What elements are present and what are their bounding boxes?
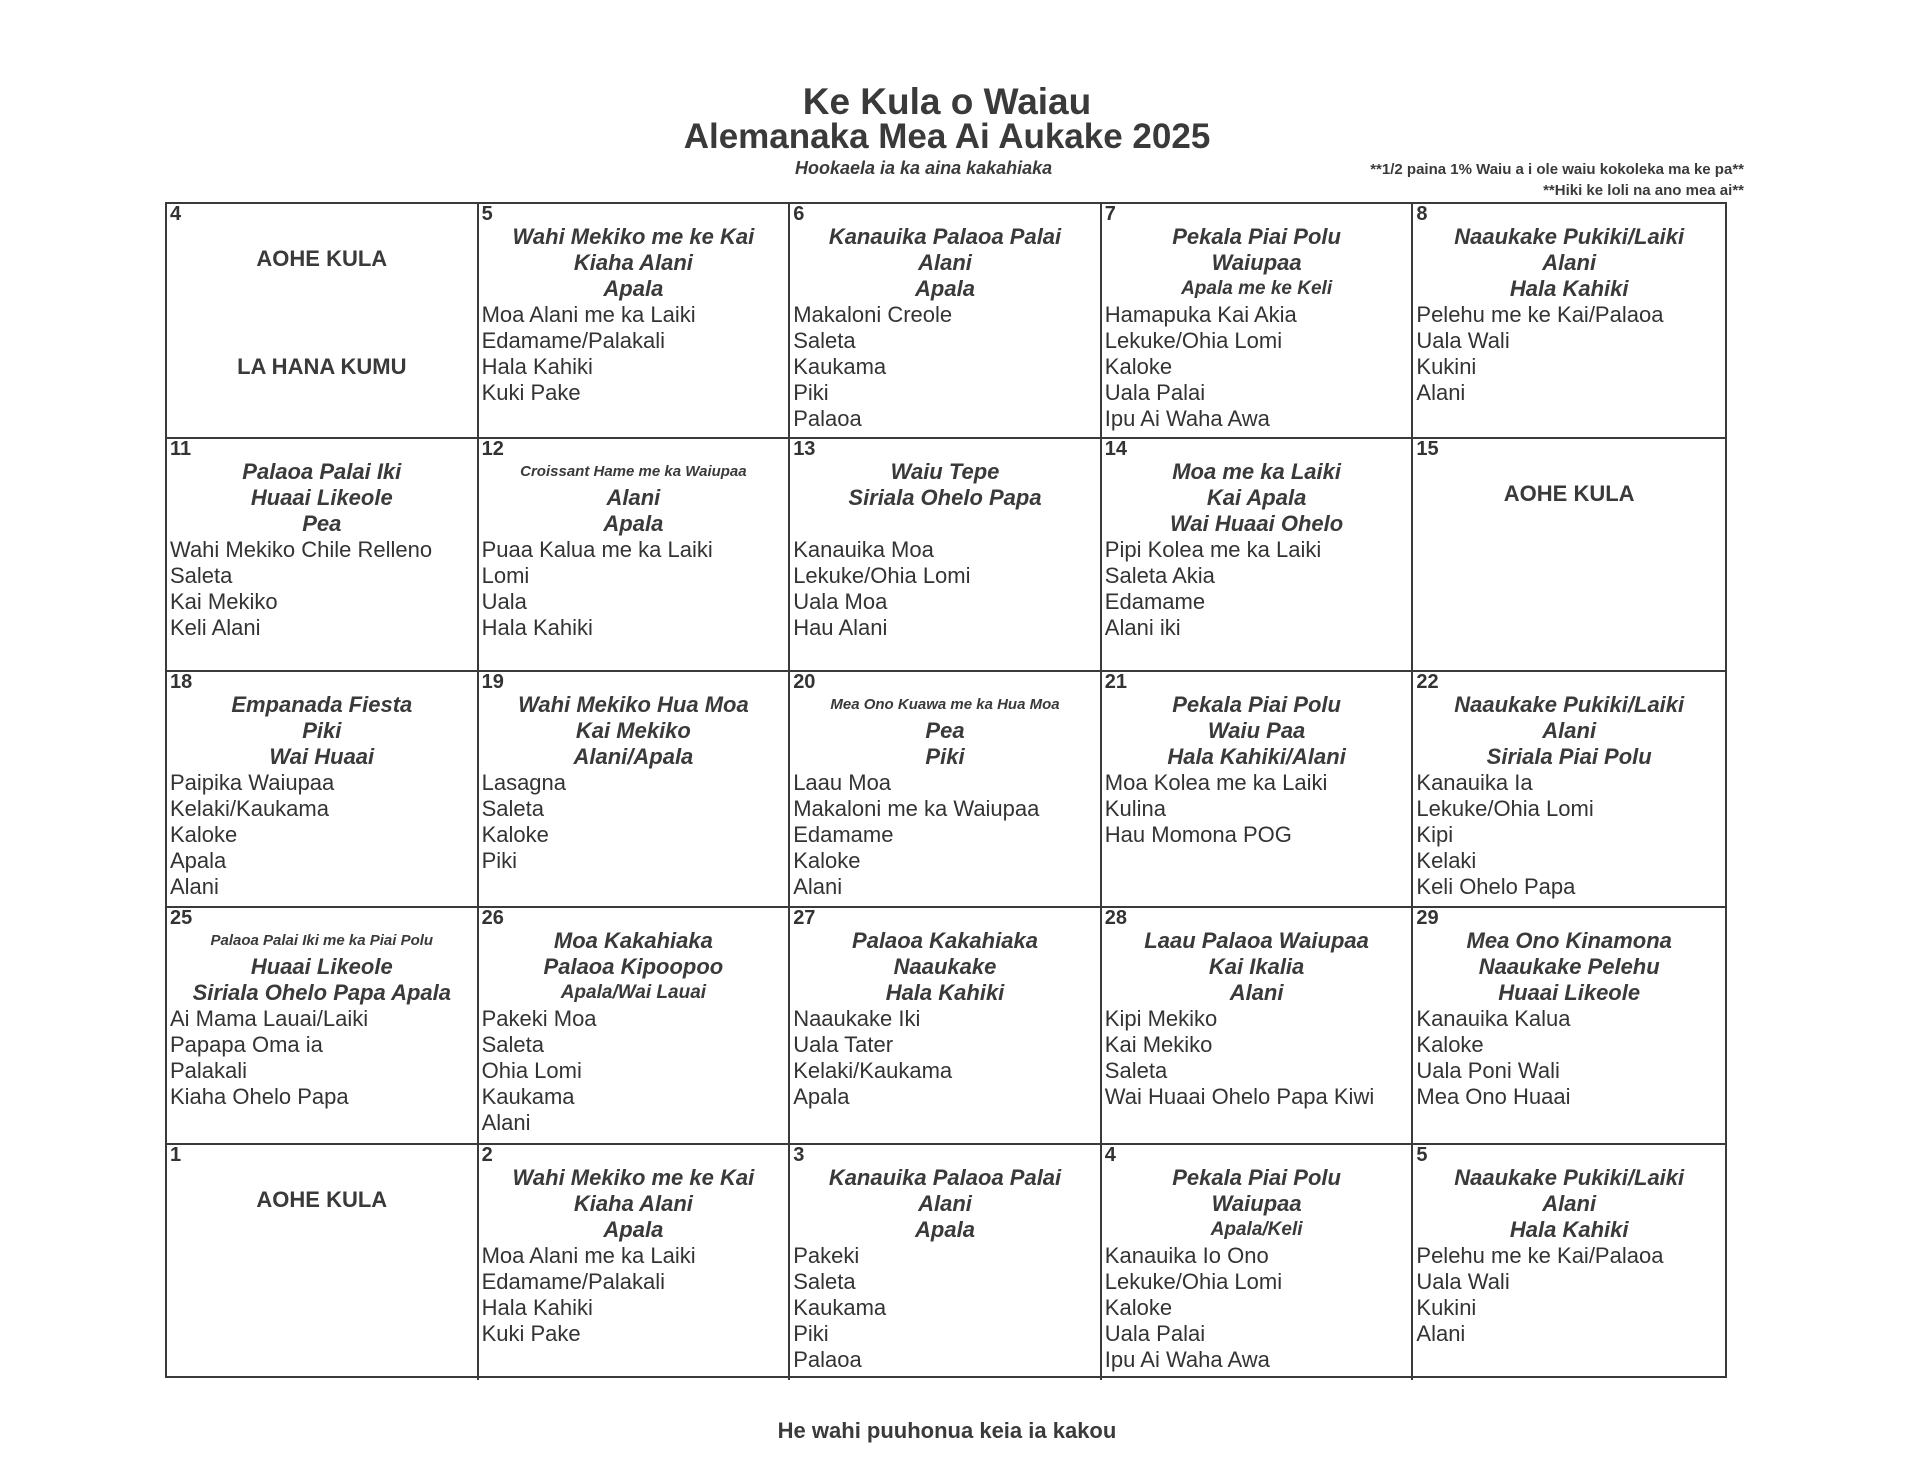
day-number: 11 bbox=[170, 439, 192, 460]
breakfast-item: Wai Huaai Ohelo bbox=[1170, 511, 1344, 536]
lunch-item: Edamame bbox=[1104, 589, 1206, 614]
breakfast-item: Kai Ikalia bbox=[1208, 954, 1305, 979]
breakfast-item: Apala bbox=[603, 511, 664, 536]
lunch-item: Hau Momona POG bbox=[1104, 822, 1292, 847]
breakfast-item: Alani bbox=[1542, 250, 1597, 275]
school-name: Ke Kula o Waiau bbox=[802, 81, 1092, 122]
lunch-item: Kanauika Moa bbox=[793, 537, 934, 562]
lunch-item: Paipika Waiupaa bbox=[170, 770, 335, 795]
breakfast-item: Pekala Piai Polu bbox=[1172, 224, 1341, 249]
day-number: 5 bbox=[1416, 1145, 1428, 1166]
lunch-item: Hala Kahiki bbox=[481, 1295, 593, 1320]
breakfast-item: Huaai Likeole bbox=[250, 954, 393, 979]
breakfast-item: Kanauika Palaoa Palai bbox=[828, 1165, 1062, 1190]
lunch-item: Makaloni me ka Waiupaa bbox=[793, 796, 1040, 821]
day-number: 15 bbox=[1416, 439, 1439, 460]
day-number: 18 bbox=[170, 672, 193, 693]
lunch-item: Edamame/Palakali bbox=[481, 328, 666, 353]
breakfast-item: Croissant Hame me ka Waiupaa bbox=[520, 463, 747, 480]
day-number: 12 bbox=[481, 439, 504, 460]
lunch-item: Lekuke/Ohia Lomi bbox=[1104, 328, 1283, 353]
breakfast-note: Hookaela ia ka aina kakahiaka bbox=[795, 158, 1053, 178]
day-cell bbox=[1413, 204, 1725, 439]
lunch-item: Kaukama bbox=[481, 1084, 575, 1109]
day-cell bbox=[167, 204, 479, 439]
breakfast-item: Waiupaa bbox=[1211, 1191, 1302, 1216]
lunch-item: Kelaki/Kaukama bbox=[793, 1058, 953, 1083]
day-cell bbox=[1102, 439, 1414, 672]
lunch-item: Saleta bbox=[1104, 1058, 1168, 1083]
lunch-item: Ai Mama Lauai/Laiki bbox=[170, 1006, 369, 1031]
breakfast-item: Apala bbox=[915, 276, 975, 301]
breakfast-item: Alani/Apala bbox=[573, 744, 694, 769]
day-number: 25 bbox=[170, 908, 193, 929]
lunch-item: Kaukama bbox=[793, 354, 887, 379]
day-cell bbox=[790, 672, 1102, 908]
lunch-item: Lekuke/Ohia Lomi bbox=[1416, 796, 1594, 821]
day-number: 14 bbox=[1104, 439, 1128, 460]
day-cell bbox=[1413, 908, 1725, 1145]
lunch-item: Kukini bbox=[1416, 1295, 1477, 1320]
breakfast-item: Waiu Tepe bbox=[890, 459, 1000, 484]
lunch-item: Saleta bbox=[481, 1032, 544, 1057]
menu-title: Alemanaka Mea Ai Aukake 2025 bbox=[683, 117, 1211, 156]
lunch-item: Alani bbox=[170, 874, 219, 899]
day-number: 3 bbox=[793, 1145, 805, 1166]
lunch-item: Kaloke bbox=[1416, 1032, 1484, 1057]
lunch-item: Kukini bbox=[1416, 354, 1477, 379]
lunch-item: Kiaha Ohelo Papa bbox=[170, 1084, 349, 1109]
day-number: 4 bbox=[1104, 1145, 1116, 1166]
breakfast-item: Apala/Wai Lauai bbox=[560, 982, 707, 1003]
closed-label: LA HANA KUMU bbox=[237, 354, 407, 379]
day-number: 19 bbox=[481, 672, 504, 693]
day-cell bbox=[1413, 439, 1725, 672]
breakfast-item: Kai Apala bbox=[1206, 485, 1307, 510]
breakfast-item: Wahi Mekiko me ke Kai bbox=[512, 1165, 755, 1190]
day-number: 27 bbox=[793, 908, 816, 929]
lunch-item: Uala Palai bbox=[1104, 1321, 1206, 1346]
day-cell bbox=[479, 908, 791, 1145]
breakfast-item: Waiupaa bbox=[1211, 250, 1302, 275]
breakfast-item: Pea bbox=[302, 511, 342, 536]
lunch-item: Kaloke bbox=[793, 848, 861, 873]
breakfast-item: Naaukake bbox=[893, 954, 997, 979]
day-cell bbox=[790, 204, 1102, 439]
lunch-item: Palaoa bbox=[793, 406, 862, 431]
day-cell bbox=[167, 908, 479, 1145]
breakfast-item: Alani bbox=[1542, 718, 1597, 743]
lunch-item: Alani bbox=[1416, 380, 1466, 405]
lunch-item: Uala Wali bbox=[1416, 328, 1510, 353]
breakfast-item: Pekala Piai Polu bbox=[1172, 1165, 1341, 1190]
lunch-item: Pelehu me ke Kai/Palaoa bbox=[1416, 302, 1664, 327]
lunch-item: Kanauika Ia bbox=[1416, 770, 1533, 795]
breakfast-item: Wahi Mekiko Hua Moa bbox=[518, 692, 749, 717]
breakfast-item: Hala Kahiki/Alani bbox=[1167, 744, 1346, 769]
day-cell bbox=[167, 1145, 479, 1380]
lunch-item: Hala Kahiki bbox=[481, 615, 593, 640]
lunch-item: Ipu Ai Waha Awa bbox=[1104, 1347, 1270, 1372]
lunch-item: Uala Tater bbox=[793, 1032, 894, 1057]
lunch-item: Lekuke/Ohia Lomi bbox=[1104, 1269, 1283, 1294]
closed-label: AOHE KULA bbox=[256, 1187, 388, 1212]
lunch-item: Lasagna bbox=[481, 770, 567, 795]
lunch-item: Pelehu me ke Kai/Palaoa bbox=[1416, 1243, 1664, 1268]
breakfast-item: Alani bbox=[1229, 980, 1284, 1005]
lunch-item: Kaloke bbox=[1104, 1295, 1173, 1320]
breakfast-item: Siriala Ohelo Papa bbox=[848, 485, 1042, 510]
breakfast-item: Piki bbox=[302, 718, 342, 743]
breakfast-item: Wai Huaai bbox=[269, 744, 375, 769]
lunch-item: Alani bbox=[1416, 1321, 1466, 1346]
lunch-item: Hau Alani bbox=[793, 615, 888, 640]
lunch-item: Alani bbox=[793, 874, 843, 899]
breakfast-item: Palaoa Kipoopoo bbox=[543, 954, 724, 979]
lunch-item: Papapa Oma ia bbox=[170, 1032, 323, 1057]
menu-calendar-grid bbox=[165, 202, 1727, 1378]
lunch-item: Laau Moa bbox=[793, 770, 892, 795]
day-number: 4 bbox=[170, 204, 182, 225]
milk-note: **1/2 paina 1% Waiu a i ole waiu kokoleka ma ke pa** bbox=[1370, 161, 1744, 178]
lunch-item: Kaukama bbox=[793, 1295, 887, 1320]
day-cell bbox=[1102, 908, 1414, 1145]
lunch-item: Palakali bbox=[170, 1058, 248, 1083]
breakfast-item bbox=[793, 511, 1097, 537]
lunch-item: Uala Wali bbox=[1416, 1269, 1510, 1294]
breakfast-item: Palaoa Palai Iki bbox=[242, 459, 402, 484]
lunch-item: Lekuke/Ohia Lomi bbox=[793, 563, 971, 588]
breakfast-item: Kai Mekiko bbox=[575, 718, 691, 743]
day-number: 8 bbox=[1416, 204, 1428, 225]
day-number: 5 bbox=[481, 204, 493, 225]
lunch-item: Ipu Ai Waha Awa bbox=[1104, 406, 1270, 431]
lunch-item: Uala Moa bbox=[793, 589, 888, 614]
day-cell bbox=[1413, 1145, 1725, 1380]
lunch-item: Kaloke bbox=[170, 822, 238, 847]
lunch-item: Kuki Pake bbox=[481, 1321, 581, 1346]
day-cell bbox=[479, 204, 791, 439]
lunch-item: Keli Ohelo Papa bbox=[1416, 874, 1576, 899]
closed-label: AOHE KULA bbox=[256, 246, 388, 271]
day-number: 1 bbox=[170, 1145, 182, 1166]
lunch-item: Hala Kahiki bbox=[481, 354, 593, 379]
breakfast-item: Kiaha Alani bbox=[573, 1191, 693, 1216]
breakfast-item: Piki bbox=[925, 744, 965, 769]
lunch-item: Uala bbox=[481, 589, 527, 614]
breakfast-item: Naaukake Pukiki/Laiki bbox=[1454, 692, 1685, 717]
breakfast-item: Apala/Keli bbox=[1210, 1219, 1303, 1240]
lunch-item: Saleta bbox=[793, 328, 856, 353]
breakfast-item: Laau Palaoa Waiupaa bbox=[1144, 928, 1369, 953]
lunch-item: Kaloke bbox=[1104, 354, 1173, 379]
day-number: 28 bbox=[1104, 908, 1128, 929]
day-number: 7 bbox=[1104, 204, 1116, 225]
day-number: 22 bbox=[1416, 672, 1439, 693]
lunch-item: Alani iki bbox=[1104, 615, 1181, 640]
breakfast-item: Alani bbox=[606, 485, 661, 510]
day-cell bbox=[1102, 1145, 1414, 1380]
lunch-item: Piki bbox=[793, 380, 829, 405]
lunch-item: Kulina bbox=[1104, 796, 1166, 821]
day-number: 21 bbox=[1104, 672, 1128, 693]
lunch-item: Saleta bbox=[793, 1269, 856, 1294]
breakfast-item: Palaoa Kakahiaka bbox=[852, 928, 1038, 953]
lunch-item: Palaoa bbox=[793, 1347, 862, 1372]
day-number: 6 bbox=[793, 204, 805, 225]
breakfast-item: Apala bbox=[603, 276, 664, 301]
lunch-item: Kanauika Io Ono bbox=[1104, 1243, 1269, 1268]
breakfast-item: Palaoa Palai Iki me ka Piai Polu bbox=[210, 932, 434, 949]
lunch-item: Puaa Kalua me ka Laiki bbox=[481, 537, 713, 562]
lunch-item: Alani bbox=[481, 1110, 531, 1135]
breakfast-item: Apala me ke Keli bbox=[1181, 278, 1333, 299]
breakfast-item: Waiu Paa bbox=[1207, 718, 1306, 743]
footer-motto: He wahi puuhonua keia ia kakou bbox=[777, 1418, 1117, 1443]
day-cell bbox=[167, 672, 479, 908]
breakfast-item: Apala bbox=[603, 1217, 664, 1242]
breakfast-item: Naaukake Pukiki/Laiki bbox=[1454, 224, 1685, 249]
day-cell bbox=[1102, 204, 1414, 439]
menu-change-note: **Hiki ke loli na ano mea ai** bbox=[1543, 182, 1744, 199]
lunch-item: Mea Ono Huaai bbox=[1416, 1084, 1571, 1109]
lunch-item: Keli Alani bbox=[170, 615, 261, 640]
day-cell bbox=[790, 439, 1102, 672]
lunch-item: Ohia Lomi bbox=[481, 1058, 582, 1083]
breakfast-item: Empanada Fiesta bbox=[231, 692, 413, 717]
day-cell bbox=[479, 1145, 791, 1380]
day-cell bbox=[790, 908, 1102, 1145]
breakfast-item: Kanauika Palaoa Palai bbox=[828, 224, 1062, 249]
lunch-item: Moa Alani me ka Laiki bbox=[481, 1243, 696, 1268]
lunch-item: Saleta Akia bbox=[1104, 563, 1215, 588]
breakfast-item: Naaukake Pukiki/Laiki bbox=[1454, 1165, 1685, 1190]
day-number: 26 bbox=[481, 908, 504, 929]
day-cell bbox=[479, 672, 791, 908]
lunch-item: Uala Poni Wali bbox=[1416, 1058, 1560, 1083]
lunch-item: Edamame/Palakali bbox=[481, 1269, 666, 1294]
lunch-item: Pakeki Moa bbox=[481, 1006, 597, 1031]
lunch-item: Lomi bbox=[481, 563, 530, 588]
breakfast-item: Apala bbox=[915, 1217, 975, 1242]
day-cell bbox=[479, 439, 791, 672]
breakfast-item: Hala Kahiki bbox=[885, 980, 1005, 1005]
breakfast-item: Alani bbox=[1542, 1191, 1597, 1216]
day-number: 29 bbox=[1416, 908, 1439, 929]
breakfast-item: Siriala Ohelo Papa Apala bbox=[192, 980, 451, 1005]
breakfast-item: Alani bbox=[918, 1191, 972, 1216]
breakfast-item: Pea bbox=[925, 718, 965, 743]
lunch-item: Kuki Pake bbox=[481, 380, 581, 405]
lunch-item: Pipi Kolea me ka Laiki bbox=[1104, 537, 1322, 562]
lunch-item: Moa Kolea me ka Laiki bbox=[1104, 770, 1328, 795]
breakfast-item: Moa Kakahiaka bbox=[553, 928, 713, 953]
breakfast-item: Pekala Piai Polu bbox=[1172, 692, 1341, 717]
day-number: 13 bbox=[793, 439, 816, 460]
lunch-item: Pakeki bbox=[793, 1243, 860, 1268]
breakfast-item: Kiaha Alani bbox=[573, 250, 693, 275]
breakfast-item: Huaai Likeole bbox=[250, 485, 393, 510]
breakfast-item: Siriala Piai Polu bbox=[1486, 744, 1652, 769]
lunch-item: Kai Mekiko bbox=[170, 589, 278, 614]
lunch-item: Kipi bbox=[1416, 822, 1454, 847]
day-cell bbox=[1413, 672, 1725, 908]
breakfast-item: Moa me ka Laiki bbox=[1172, 459, 1341, 484]
lunch-item: Kipi Mekiko bbox=[1104, 1006, 1218, 1031]
day-number: 20 bbox=[793, 672, 816, 693]
lunch-item: Saleta bbox=[170, 563, 233, 588]
lunch-item: Piki bbox=[793, 1321, 829, 1346]
breakfast-item: Naaukake Pelehu bbox=[1478, 954, 1660, 979]
day-cell bbox=[1102, 672, 1414, 908]
lunch-item: Kelaki bbox=[1416, 848, 1477, 873]
lunch-item: Kanauika Kalua bbox=[1416, 1006, 1571, 1031]
breakfast-item: Alani bbox=[918, 250, 972, 275]
lunch-item: Apala bbox=[170, 848, 227, 873]
breakfast-item: Hala Kahiki bbox=[1509, 1217, 1629, 1242]
lunch-item: Uala Palai bbox=[1104, 380, 1206, 405]
closed-label: AOHE KULA bbox=[1503, 481, 1635, 506]
lunch-item: Wai Huaai Ohelo Papa Kiwi bbox=[1104, 1084, 1375, 1109]
breakfast-item: Hala Kahiki bbox=[1509, 276, 1629, 301]
breakfast-item: Mea Ono Kinamona bbox=[1466, 928, 1672, 953]
lunch-item: Kai Mekiko bbox=[1104, 1032, 1213, 1057]
lunch-item: Apala bbox=[793, 1084, 850, 1109]
breakfast-item: Huaai Likeole bbox=[1498, 980, 1641, 1005]
lunch-item: Piki bbox=[481, 848, 518, 873]
breakfast-item: Wahi Mekiko me ke Kai bbox=[512, 224, 755, 249]
lunch-item: Kelaki/Kaukama bbox=[170, 796, 329, 821]
lunch-item: Moa Alani me ka Laiki bbox=[481, 302, 696, 327]
lunch-item: Edamame bbox=[793, 822, 894, 847]
lunch-item: Kaloke bbox=[481, 822, 549, 847]
day-cell bbox=[167, 439, 479, 672]
lunch-item: Saleta bbox=[481, 796, 544, 821]
lunch-item: Naaukake Iki bbox=[793, 1006, 921, 1031]
breakfast-item: Mea Ono Kuawa me ka Hua Moa bbox=[830, 696, 1060, 713]
day-cell bbox=[790, 1145, 1102, 1380]
lunch-item: Wahi Mekiko Chile Relleno bbox=[170, 537, 433, 562]
lunch-item: Makaloni Creole bbox=[793, 302, 953, 327]
day-number: 2 bbox=[481, 1145, 493, 1166]
lunch-item: Hamapuka Kai Akia bbox=[1104, 302, 1297, 327]
